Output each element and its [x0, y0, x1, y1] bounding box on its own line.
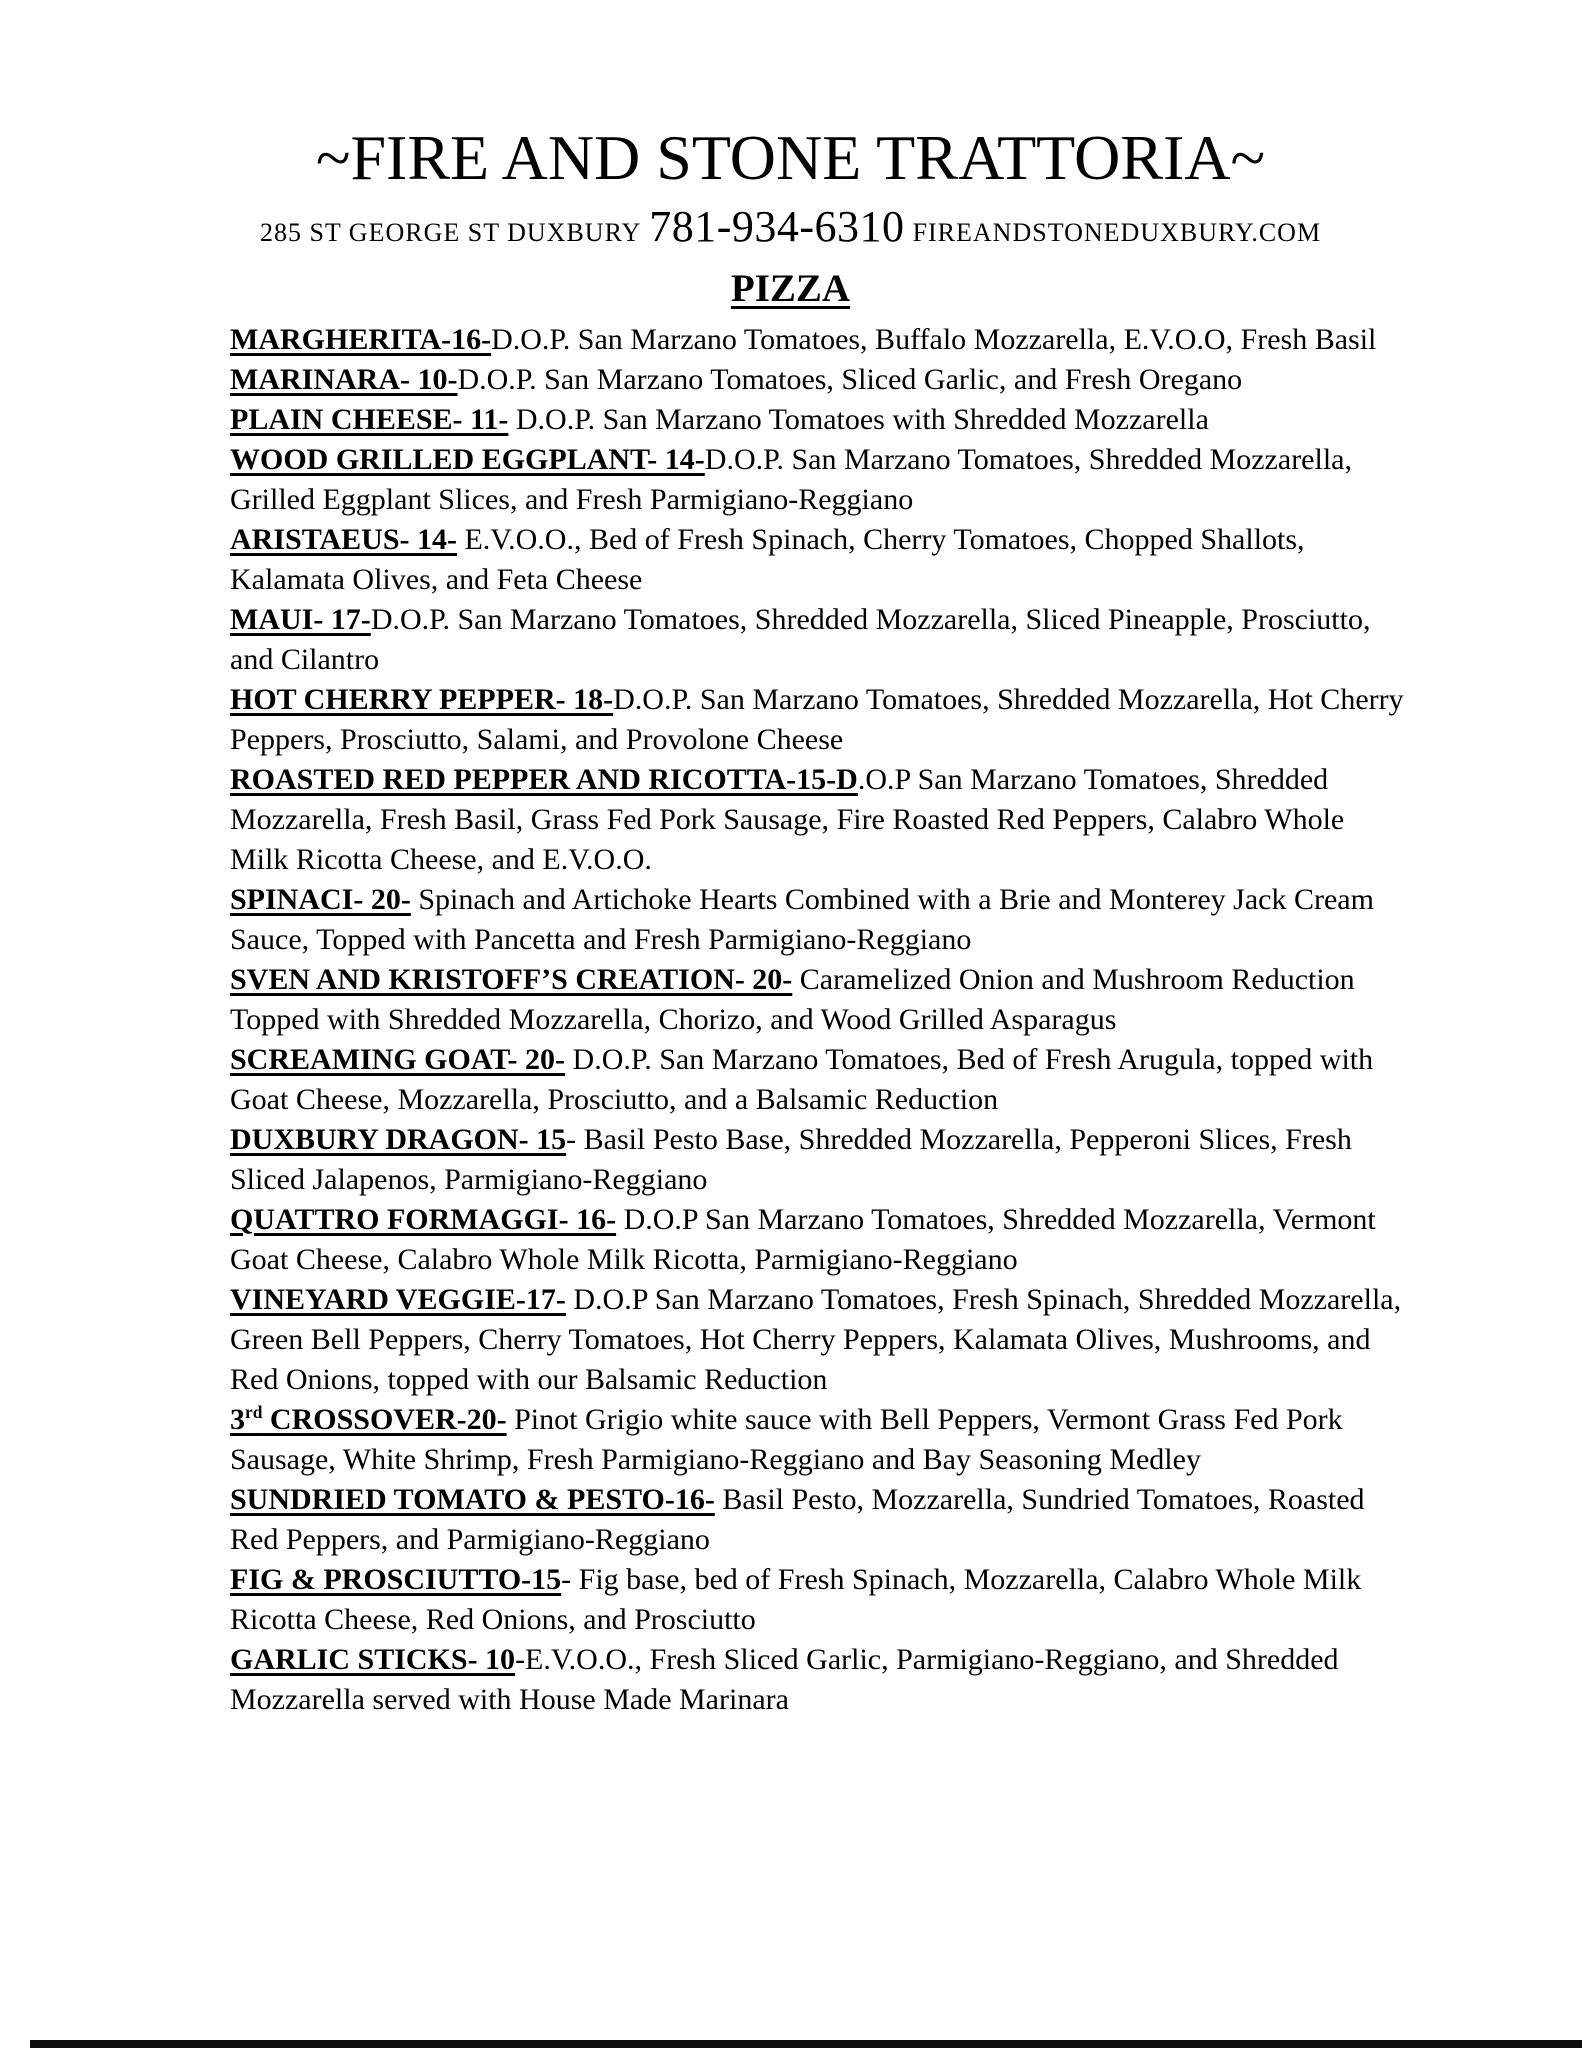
- menu-item-description: D.O.P. San Marzano Tomatoes, Shredded Mozzarella, Grilled Eggplant Slices, and Fresh Parmigiano-Reggiano: [230, 443, 1352, 516]
- menu-item: [230, 1560, 1407, 1640]
- menu-item-list: [230, 320, 1407, 1720]
- menu-item: [230, 320, 1407, 360]
- menu-item-description: D.O.P. San Marzano Tomatoes with Shredded Mozzarella: [508, 403, 1209, 436]
- menu-item-name: QUATTRO FORMAGGI- 16-: [230, 1203, 617, 1236]
- menu-item-description: D.O.P San Marzano Tomatoes, Fresh Spinach, Shredded Mozzarella, Green Bell Peppers, Cherry Tomatoes, Hot Cherry Peppers, Kalamata Olives, Mushrooms, and Red Onions, topped with our Balsamic Reduction: [230, 1283, 1402, 1396]
- menu-item: [230, 960, 1407, 1040]
- menu-item: [230, 360, 1407, 400]
- scan-artifact-bar: [30, 2040, 1582, 2048]
- menu-item: [230, 600, 1407, 680]
- menu-item: [230, 880, 1407, 960]
- menu-item-description: D.O.P. San Marzano Tomatoes, Sliced Garlic, and Fresh Oregano: [457, 363, 1243, 396]
- menu-item-name: PLAIN CHEESE- 11-: [230, 403, 509, 436]
- menu-item-name: VINEYARD VEGGIE-17-: [230, 1283, 566, 1316]
- menu-item: [230, 1120, 1407, 1200]
- menu-item-name: MARINARA- 10-: [230, 363, 458, 396]
- restaurant-name: ~FIRE AND STONE TRATTORIA~: [315, 122, 1266, 193]
- menu-item-description: Pinot Grigio white sauce with Bell Peppers, Vermont Grass Fed Pork Sausage, White Shrimp, Fresh Parmigiano-Reggiano and Bay Seasoning Medley: [230, 1403, 1343, 1476]
- menu-item-name: SPINACI- 20-: [230, 883, 411, 916]
- menu-item-description: D.O.P San Marzano Tomatoes, Shredded Mozzarella, Vermont Goat Cheese, Calabro Whole Milk Ricotta, Parmigiano-Reggiano: [230, 1203, 1376, 1276]
- menu-item-name: MAUI- 17-: [230, 603, 371, 636]
- phone-number: 781-934-6310: [649, 202, 905, 251]
- menu-item-name: HOT CHERRY PEPPER- 18-: [230, 683, 614, 716]
- menu-item-name: ROASTED RED PEPPER AND RICOTTA-15-D: [230, 763, 858, 796]
- menu-item-description: .O.P San Marzano Tomatoes, Shredded Mozzarella, Fresh Basil, Grass Fed Pork Sausage, Fire Roasted Red Peppers, Calabro Whole Milk Ricotta Cheese, and E.V.O.O.: [230, 763, 1345, 876]
- menu-item-description: Spinach and Artichoke Hearts Combined with a Brie and Monterey Jack Cream Sauce, Topped with Pancetta and Fresh Parmigiano-Reggiano: [230, 883, 1374, 956]
- menu-item-name: ARISTAEUS- 14-: [230, 523, 457, 556]
- menu-item: [230, 760, 1407, 880]
- street-address: 285 ST GEORGE ST DUXBURY: [259, 218, 642, 247]
- website-url: FIREANDSTONEDUXBURY.COM: [912, 218, 1322, 247]
- menu-item-name: WOOD GRILLED EGGPLANT- 14-: [230, 443, 705, 476]
- menu-item-name: GARLIC STICKS- 10: [230, 1643, 516, 1676]
- menu-item-description: D.O.P. San Marzano Tomatoes, Shredded Mozzarella, Sliced Pineapple, Prosciutto, and Cilantro: [230, 603, 1371, 676]
- menu-item-description: -E.V.O.O., Fresh Sliced Garlic, Parmigiano-Reggiano, and Shredded Mozzarella served with House Made Marinara: [230, 1643, 1339, 1716]
- menu-item-description: D.O.P. San Marzano Tomatoes, Bed of Fresh Arugula, topped with Goat Cheese, Mozzarella, Prosciutto, and a Balsamic Reduction: [230, 1043, 1374, 1116]
- menu-item: [230, 1040, 1407, 1120]
- menu-item-description: D.O.P. San Marzano Tomatoes, Buffalo Mozzarella, E.V.O.O, Fresh Basil: [491, 323, 1377, 356]
- menu-item-description: - Fig base, bed of Fresh Spinach, Mozzarella, Calabro Whole Milk Ricotta Cheese, Red Onions, and Prosciutto: [230, 1563, 1362, 1636]
- menu-item: [230, 1640, 1407, 1720]
- menu-item: [230, 680, 1407, 760]
- menu-header: [202, 124, 1379, 314]
- menu-item-description: Caramelized Onion and Mushroom Reduction Topped with Shredded Mozzarella, Chorizo, and Wood Grilled Asparagus: [230, 963, 1355, 1036]
- menu-item-name: SUNDRIED TOMATO & PESTO-16-: [230, 1483, 715, 1516]
- menu-item-name: MARGHERITA-16-: [230, 323, 492, 356]
- menu-item: [230, 1280, 1407, 1400]
- menu-item-description: E.V.O.O., Bed of Fresh Spinach, Cherry Tomatoes, Chopped Shallots, Kalamata Olives, and Feta Cheese: [230, 523, 1305, 596]
- menu-item-name: DUXBURY DRAGON- 15: [230, 1123, 567, 1156]
- menu-item: [230, 1480, 1407, 1560]
- menu-item-description: - Basil Pesto Base, Shredded Mozzarella, Pepperoni Slices, Fresh Sliced Jalapenos, Parmigiano-Reggiano: [230, 1123, 1352, 1196]
- menu-item: [230, 400, 1407, 440]
- menu-item: [230, 440, 1407, 520]
- menu-item-name: FIG & PROSCIUTTO-15: [230, 1563, 562, 1596]
- contact-line: [202, 196, 1379, 264]
- menu-item: [230, 1200, 1407, 1280]
- menu-item: [230, 1400, 1407, 1480]
- menu-item-name: 3rd CROSSOVER-20-: [230, 1402, 507, 1436]
- menu-item-description: Basil Pesto, Mozzarella, Sundried Tomatoes, Roasted Red Peppers, and Parmigiano-Reggiano: [230, 1483, 1365, 1556]
- menu-item-name: SVEN AND KRISTOFF’S CREATION- 20-: [230, 963, 793, 996]
- menu-item: [230, 520, 1407, 600]
- menu-item-description: D.O.P. San Marzano Tomatoes, Shredded Mozzarella, Hot Cherry Peppers, Prosciutto, Salami, and Provolone Cheese: [230, 683, 1404, 756]
- menu-item-name: SCREAMING GOAT- 20-: [230, 1043, 566, 1076]
- section-heading-pizza: PIZZA: [730, 267, 851, 310]
